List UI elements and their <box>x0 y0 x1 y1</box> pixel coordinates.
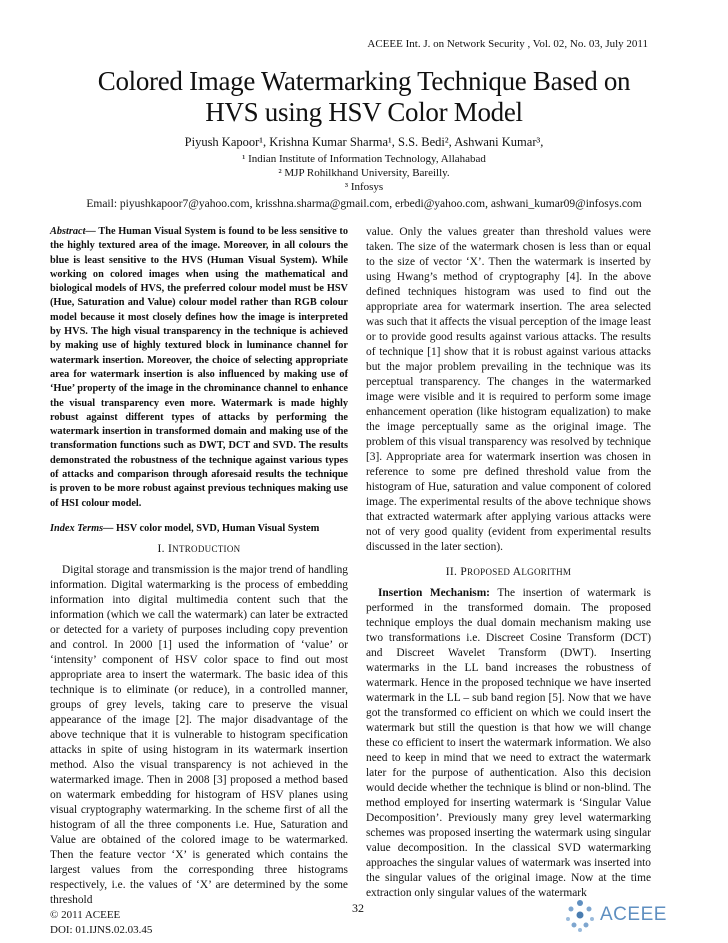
insertion-mechanism-subheading: Insertion Mechanism: <box>378 587 490 599</box>
copyright: © 2011 ACEEE <box>50 909 121 921</box>
proposed-algorithm-body <box>366 586 651 901</box>
index-terms-text: HSV color model, SVD, Human Visual System <box>113 522 320 534</box>
title-line-1: Colored Image Watermarking Technique Based on <box>97 66 631 96</box>
author-list: Piyush Kapoor¹, Krishna Kumar Sharma¹, S.S. Bedi², Ashwani Kumar³, <box>184 135 544 149</box>
running-head: ACEEE Int. J. on Network Security , Vol. 02, No. 03, July 2011 <box>367 38 648 50</box>
section-heading-proposed-algorithm: II. PROPOSED ALGORITHM <box>445 566 572 578</box>
insertion-mechanism-text: The insertion of watermark is performed in the transformed domain. The proposed technique employs the dual domain mechanism making use two transformations i.e. Discreet Cosine Transform (DCT) and Discreet Wavelet Transform (DWT). Inserting watermarks in the LL band increases the robustness of watermark. Hence in the proposed technique we have inserted watermark in the LL – sub band region [5]. Now that we have got the transformed co efficient on which we could insert the watermark but still the question is that how we will change these co efficient to insert the watermark information. We also need to keep in mind that we need to extract the watermark later for the purpose of authentication. Also this decision would decide whether the technique is blind or non-blind. The method employed for inserting watermark is ‘Singular Value Decomposition’. Previously many grey level watermarking schemes was proposed inserting the watermark using singular value decomposition. In the classical SVD watermarking approaches the singular values of watermark was inserted into the singular values of the original image. Now at the time extraction only singular values of the watermark <box>366 587 651 899</box>
doi: DOI: 01.IJNS.02.03.45 <box>50 924 153 936</box>
abstract-text: The Human Visual System is found to be less sensitive to the highly textured area of the image. Moreover, in all colours the blue is least sensitive to the HVS (Human Visual System). While working on colored images when using the mathematical and biological models of HVS, the preferred colour model must be HSV (Hue, Saturation and Value) colour model rather than RGB colour model because it most closely defines how the image is interpreted by HVS. The high visual transparency in the technique is achieved by making use of highly textured block in luminance channel for watermark insertion. Moreover, the choice of selecting appropriate area for watermark insertion is also influenced by making use of ‘Hue’ property of the image in the chrominance channel to enhance the visual transparency even more. Watermark is made highly robust against different types of attacks by performing the watermark insertion in transformed domain and making use of the transformation functions such as DWT, DCT and SVD. The results demonstrated the robustness of the technique against various types of attacks and comparison through aforesaid results the technique is proven to be more robust against previous techniques making use of HSI colour model. <box>50 226 348 509</box>
aceee-logo <box>560 897 680 933</box>
aceee-logo-text: ACEEE <box>600 904 667 925</box>
affiliation-2: ² MJP Rohilkhand University, Bareilly. <box>278 167 450 179</box>
left-column <box>50 225 348 908</box>
abstract <box>50 225 348 511</box>
right-column <box>366 225 651 901</box>
affiliation-3: ³ Infosys <box>344 181 384 193</box>
index-terms <box>50 521 348 536</box>
title-line-2: HVS using HSV Color Model <box>205 97 523 127</box>
affiliation-1: ¹ Indian Institute of Information Technology, Allahabad <box>242 153 486 165</box>
aceee-logo-icon <box>562 897 598 933</box>
introduction-continued: value. Only the values greater than threshold values were taken. The size of the watermark chosen is less than or equal to the size of vector ‘X’. Then the watermark is inserted by using Hwang’s method of cryptography [4]. In the above defined techniques histogram was used to find out the appropriate area for watermark insertion. The area selected was such that it affects the visual perception of the image least or to provide good results against various attacks. The results of technique [1] show that it is robust against various attacks but the major problem prevailing in the technique was its perceptual transparency. The changes in the watermarked image were visible and it is required to perform some image enhancement operation (like histogram equalization) to make the image perceptually same as the original image. The problem of this visual transparency was resolved by technique [3]. Appropriate area for watermark insertion was chosen in reference to some pre defined threshold value from the histogram of Hue, saturation and value component of colored image. The experimental results of the above technique shows that extracted watermark after applying various attacks were not of very good quality (evident from experimental results discussed in the later section). <box>366 226 651 553</box>
author-emails: Email: piyushkapoor7@yahoo.com, krisshna.sharma@gmail.com, erbedi@yahoo.com, ashwani_kumar09@infosys.com <box>86 198 642 210</box>
paper-title <box>40 66 688 128</box>
abstract-label: Abstract— <box>50 226 96 237</box>
index-terms-label: Index Terms— <box>50 522 114 534</box>
introduction-body: Digital storage and transmission is the major trend of handling information. Digital watermarking is the process of embedding information into digital multimedia content such that the information (which we call the watermark) can later be extracted or detected for a variety of purposes including copy prevention and control. In 2000 [1] used the information of ‘value’ or ‘intensity’ component of HSV color space to find out most appropriate area to insert the watermark. The basic idea of this technique is to eliminate (or reduce), in a controlled manner, groups of grey levels, taking care to preserve the visual appearance of the image [2]. The major disadvantage of the above technique that it is vulnerable to histogram specification attacks in spite of using histogram in its watermark insertion method. Also the visual transparency is not achieved in the watermarked image. Then in 2008 [3] proposed a method based on watermark embedding for histogram of HSV planes using visual cryptography watermarking. In the scheme first of all the histogram of all the three components i.e. Hue, Saturation and Value are obtained of the colored image to be watermarked. Then the feature vector ‘X’ is generated which contains the largest values from the corresponding three histograms respectively, i.e. the values of ‘X’ are determined by the some threshold <box>50 563 348 906</box>
section-heading-introduction: I. INTRODUCTION <box>157 542 241 555</box>
page-number: 32 <box>352 901 364 915</box>
